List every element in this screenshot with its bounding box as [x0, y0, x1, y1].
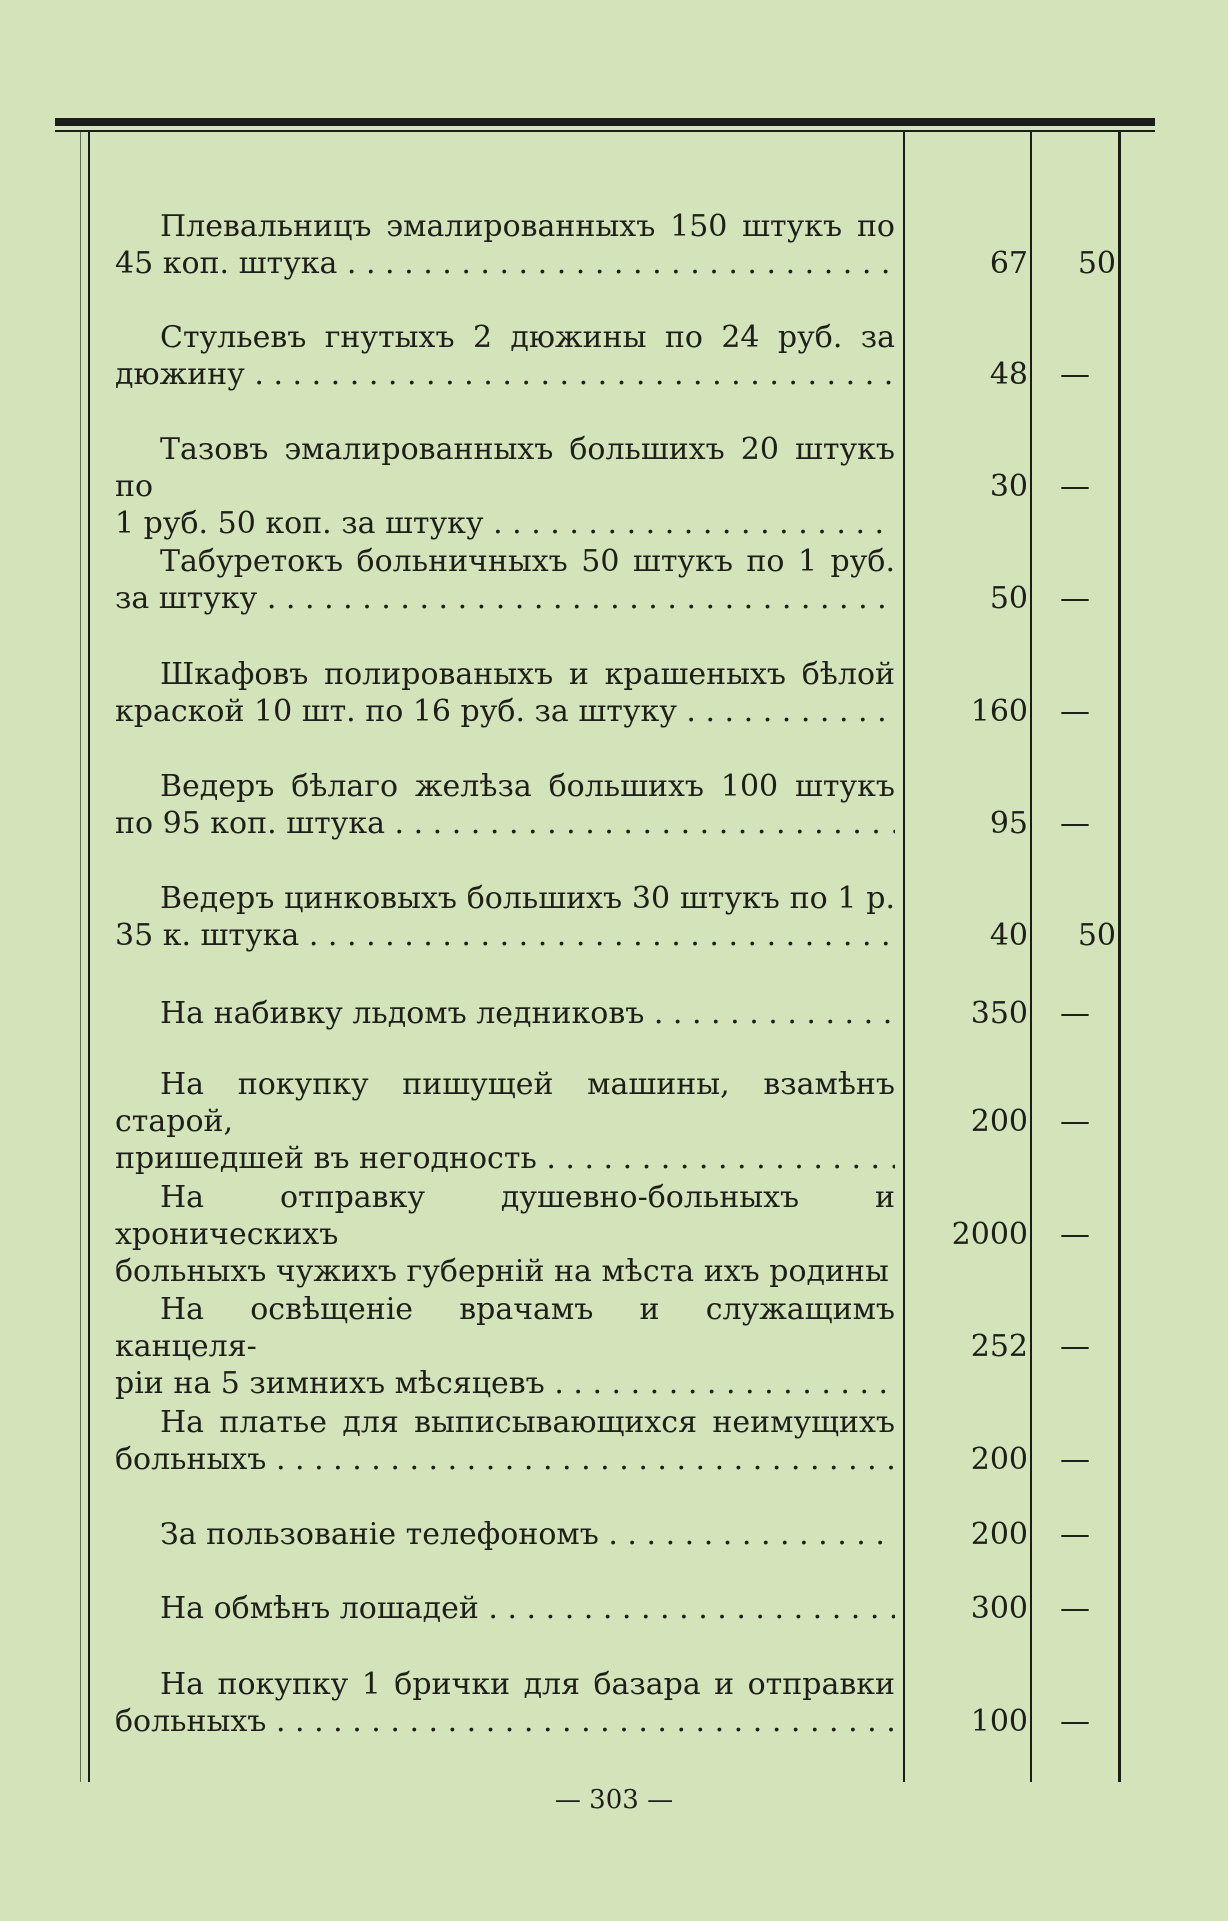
ledger-row	[115, 208, 895, 282]
row-description-line1: Табуретокъ больничныхъ 50 штукъ по 1 руб.	[160, 544, 895, 579]
column-rule-left	[88, 132, 90, 1782]
row-description-line1: На покупку 1 брички для базара и отправки	[160, 1667, 895, 1702]
column-rule-kopecks	[1030, 132, 1032, 1782]
row-description-line2: На набивку льдомъ ледниковъ . . .	[115, 995, 895, 1032]
row-description-line1: На платье для выписывающихся неимущихъ	[160, 1405, 895, 1440]
row-amount-kopecks: —	[1060, 694, 1090, 729]
row-description-line1: Шкафовъ полированыхъ и крашеныхъ бѣлой	[160, 657, 895, 692]
row-description-line1: На отправку душевно-больныхъ и хроническихъ	[115, 1180, 895, 1252]
row-amount-rubles: 200	[970, 1442, 1028, 1477]
row-amount-rubles: 50	[989, 581, 1028, 616]
row-amount-rubles: 200	[970, 1517, 1028, 1552]
row-description-line2: За пользованіе телефономъ . . .	[115, 1516, 895, 1553]
row-amount-kopecks: —	[1060, 469, 1090, 504]
row-description-line1: Ведеръ цинковыхъ большихъ 30 штукъ по 1 р.	[160, 881, 895, 916]
row-amount-kopecks: 50	[1077, 918, 1116, 953]
column-rule-right	[1118, 132, 1121, 1782]
row-amount-kopecks: —	[1060, 1104, 1090, 1139]
ledger-row	[115, 1291, 895, 1402]
column-rule-outer-left	[80, 132, 81, 1782]
row-description-line1: Плевальницъ эмалированныхъ 150 штукъ по	[160, 209, 895, 244]
row-amount-kopecks: —	[1060, 1442, 1090, 1477]
ledger-row	[115, 1066, 895, 1177]
row-description-line2: 35 к. штука . . .	[115, 917, 895, 954]
row-description-line1: На освѣщеніе врачамъ и служащимъ канцеля-	[115, 1292, 895, 1364]
row-amount-rubles: 48	[989, 357, 1028, 392]
row-description-line2: пришедшей въ негодность . . .	[115, 1140, 895, 1177]
row-description-line2: больныхъ чужихъ губерній на мѣста ихъ родины . . .	[115, 1253, 895, 1290]
ledger-row	[115, 1516, 895, 1553]
row-description-line1: Тазовъ эмалированныхъ большихъ 20 штукъ по	[115, 432, 895, 504]
page-number: — 303 —	[554, 1785, 674, 1815]
ledger-row	[115, 1179, 895, 1290]
ledger-row	[115, 319, 895, 393]
row-description-line2: больныхъ . . .	[115, 1441, 895, 1478]
ledger-row	[115, 431, 895, 542]
row-amount-rubles: 30	[989, 469, 1028, 504]
row-amount-rubles: 95	[989, 806, 1028, 841]
row-amount-kopecks: —	[1060, 1217, 1090, 1252]
row-description-line2: дюжину . . .	[115, 356, 895, 393]
row-amount-kopecks: —	[1060, 1329, 1090, 1364]
row-amount-kopecks: —	[1060, 1517, 1090, 1552]
row-amount-rubles: 2000	[951, 1217, 1028, 1252]
row-amount-rubles: 200	[970, 1104, 1028, 1139]
row-amount-rubles: 40	[989, 918, 1028, 953]
row-amount-rubles: 350	[970, 996, 1028, 1031]
row-description-line1: Ведеръ бѣлаго желѣза большихъ 100 штукъ	[160, 769, 895, 804]
ledger-row	[115, 543, 895, 617]
row-description-line2: за штуку . . .	[115, 580, 895, 617]
row-description-line1: На покупку пишущей машины, взамѣнъ старой,	[115, 1067, 895, 1139]
row-description-line2: ріи на 5 зимнихъ мѣсяцевъ . . .	[115, 1365, 895, 1402]
row-description-line2: по 95 коп. штука . . .	[115, 805, 895, 842]
row-description-line2: 45 коп. штука . . .	[115, 245, 895, 282]
row-amount-rubles: 252	[970, 1329, 1028, 1364]
row-amount-kopecks: —	[1060, 357, 1090, 392]
row-amount-rubles: 160	[970, 694, 1028, 729]
ledger-row	[115, 1666, 895, 1740]
row-amount-kopecks: 50	[1077, 246, 1116, 281]
row-description-line2: На обмѣнъ лошадей . . .	[115, 1590, 895, 1627]
row-amount-kopecks: —	[1060, 581, 1090, 616]
ledger-row	[115, 656, 895, 730]
row-amount-rubles: 67	[989, 246, 1028, 281]
row-description-line1: Стульевъ гнутыхъ 2 дюжины по 24 руб. за	[160, 320, 895, 355]
ledger-row	[115, 1404, 895, 1478]
top-rule-thin	[55, 130, 1155, 132]
ledger-row	[115, 880, 895, 954]
ledger-row	[115, 768, 895, 842]
ledger-row	[115, 995, 895, 1032]
row-amount-kopecks: —	[1060, 1591, 1090, 1626]
row-description-line2: краской 10 шт. по 16 руб. за штуку . . .	[115, 693, 895, 730]
row-amount-kopecks: —	[1060, 806, 1090, 841]
row-description-line2: больныхъ . . .	[115, 1703, 895, 1740]
ledger-row	[115, 1590, 895, 1627]
column-rule-rubles	[903, 132, 905, 1782]
top-rule	[55, 118, 1155, 126]
row-amount-rubles: 300	[970, 1591, 1028, 1626]
row-amount-kopecks: —	[1060, 1704, 1090, 1739]
row-amount-kopecks: —	[1060, 996, 1090, 1031]
row-description-line2: 1 руб. 50 коп. за штуку . . .	[115, 505, 895, 542]
row-amount-rubles: 100	[970, 1704, 1028, 1739]
